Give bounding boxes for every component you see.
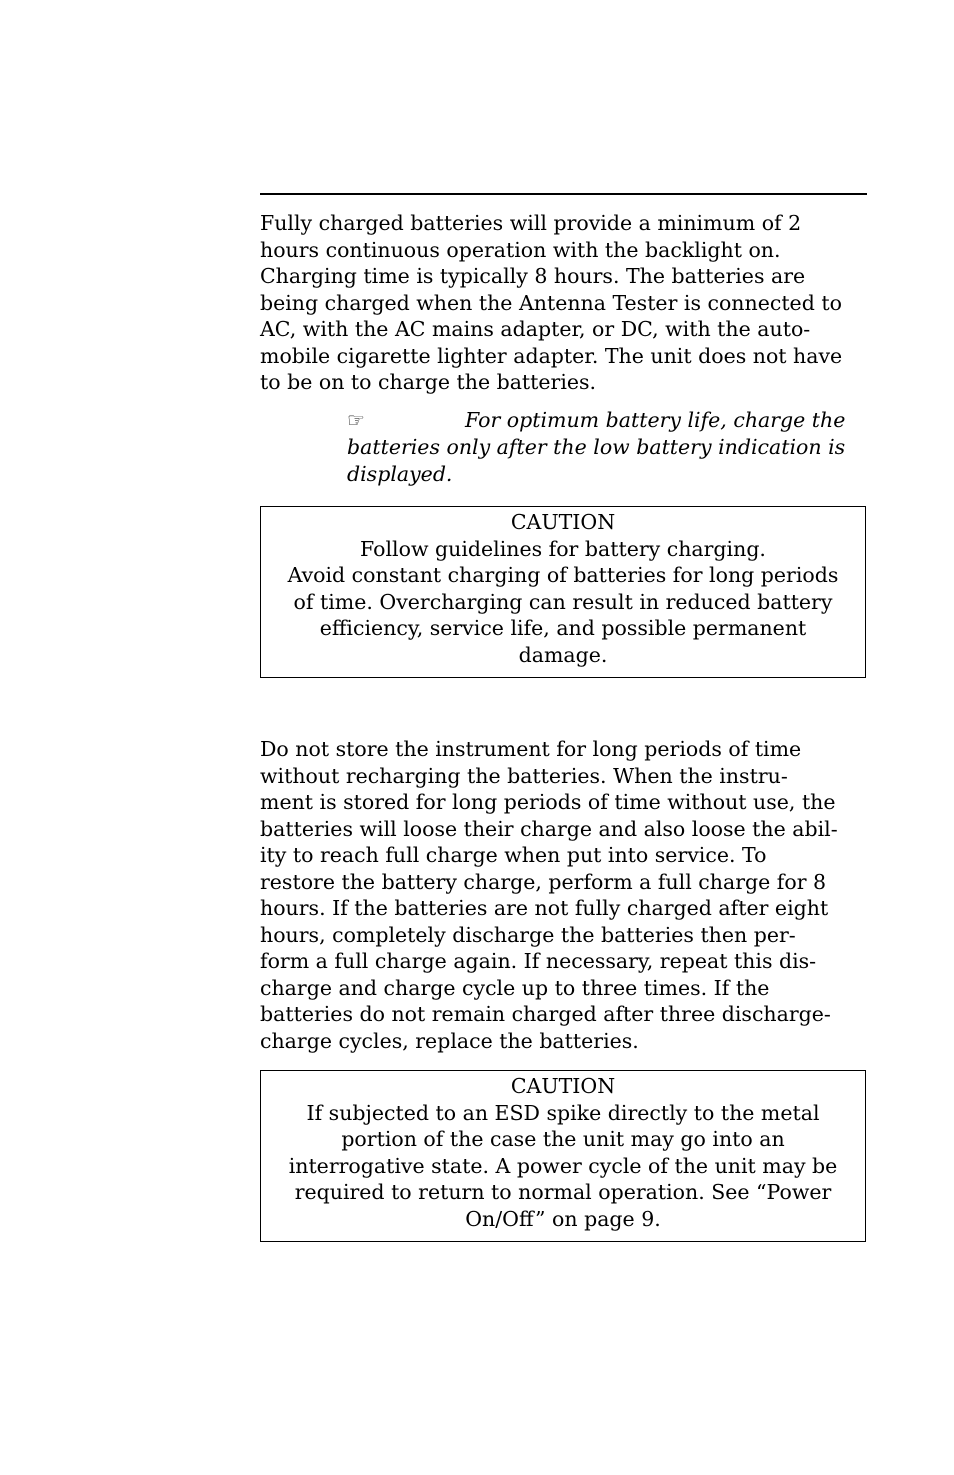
caution-line: Follow guidelines for battery charging.	[360, 536, 766, 561]
note-line: batteries only after the low battery indication is	[347, 435, 846, 459]
caution-line: required to return to normal operation. See “Power	[294, 1180, 832, 1204]
caution-heading: CAUTION	[510, 1074, 616, 1098]
note-line: displayed.	[347, 462, 453, 486]
paragraph-line: AC, with the AC mains adapter, or DC, with the auto-	[260, 317, 811, 341]
paragraph-line: charge cycles, replace the batteries.	[260, 1028, 639, 1053]
paragraph-line: batteries will loose their charge and also loose the abil-	[260, 816, 838, 841]
paragraph-line: restore the battery charge, perform a full charge for 8	[260, 869, 827, 894]
caution-line: On/Off” on page 9.	[465, 1206, 661, 1231]
paragraph-line: hours, completely discharge the batteries then per-	[260, 922, 796, 947]
caution-line: efficiency, service life, and possible permanent	[319, 616, 807, 640]
caution-line: If subjected to an ESD spike directly to the metal	[306, 1100, 820, 1125]
caution-line: Avoid constant charging of batteries for long periods	[287, 563, 839, 587]
battery-life-paragraph	[260, 210, 870, 396]
caution-heading: CAUTION	[510, 510, 616, 534]
charging-caution-box	[260, 506, 866, 678]
paragraph-line: to be on to charge the batteries.	[260, 370, 597, 394]
paragraph-line: hours. If the batteries are not fully charged after eight	[260, 896, 829, 920]
battery-note	[347, 407, 862, 488]
paragraph-line: Fully charged batteries will provide a minimum of 2	[260, 211, 802, 235]
paragraph-line: Do not store the instrument for long periods of time	[260, 737, 802, 761]
caution-line: interrogative state. A power cycle of the unit may be	[288, 1153, 838, 1178]
caution-line: of time. Overcharging can result in reduced battery	[293, 589, 833, 614]
note-line	[347, 407, 862, 434]
header-rule	[260, 193, 867, 195]
paragraph-line: without recharging the batteries. When the instru-	[260, 763, 788, 788]
caution-line: damage.	[518, 642, 608, 667]
paragraph-line: form a full charge again. If necessary, repeat this dis-	[260, 949, 817, 973]
paragraph-line: being charged when the Antenna Tester is connected to	[260, 290, 842, 315]
storage-paragraph	[260, 736, 870, 1054]
paragraph-line: ity to reach full charge when put into service. To	[260, 843, 767, 867]
esd-caution-box	[260, 1070, 866, 1242]
note-text: For optimum battery life, charge the	[465, 408, 846, 432]
paragraph-line: mobile cigarette lighter adapter. The unit does not have	[260, 343, 843, 368]
paragraph-line: batteries do not remain charged after three discharge-	[260, 1002, 831, 1026]
paragraph-line: charge and charge cycle up to three times. If the	[260, 975, 770, 1000]
pointing-hand-icon: ☞	[347, 408, 365, 432]
paragraph-line: Charging time is typically 8 hours. The batteries are	[260, 264, 806, 288]
paragraph-line: hours continuous operation with the backlight on.	[260, 237, 781, 262]
paragraph-line: ment is stored for long periods of time without use, the	[260, 790, 836, 814]
caution-line: portion of the case the unit may go into an	[341, 1127, 785, 1151]
